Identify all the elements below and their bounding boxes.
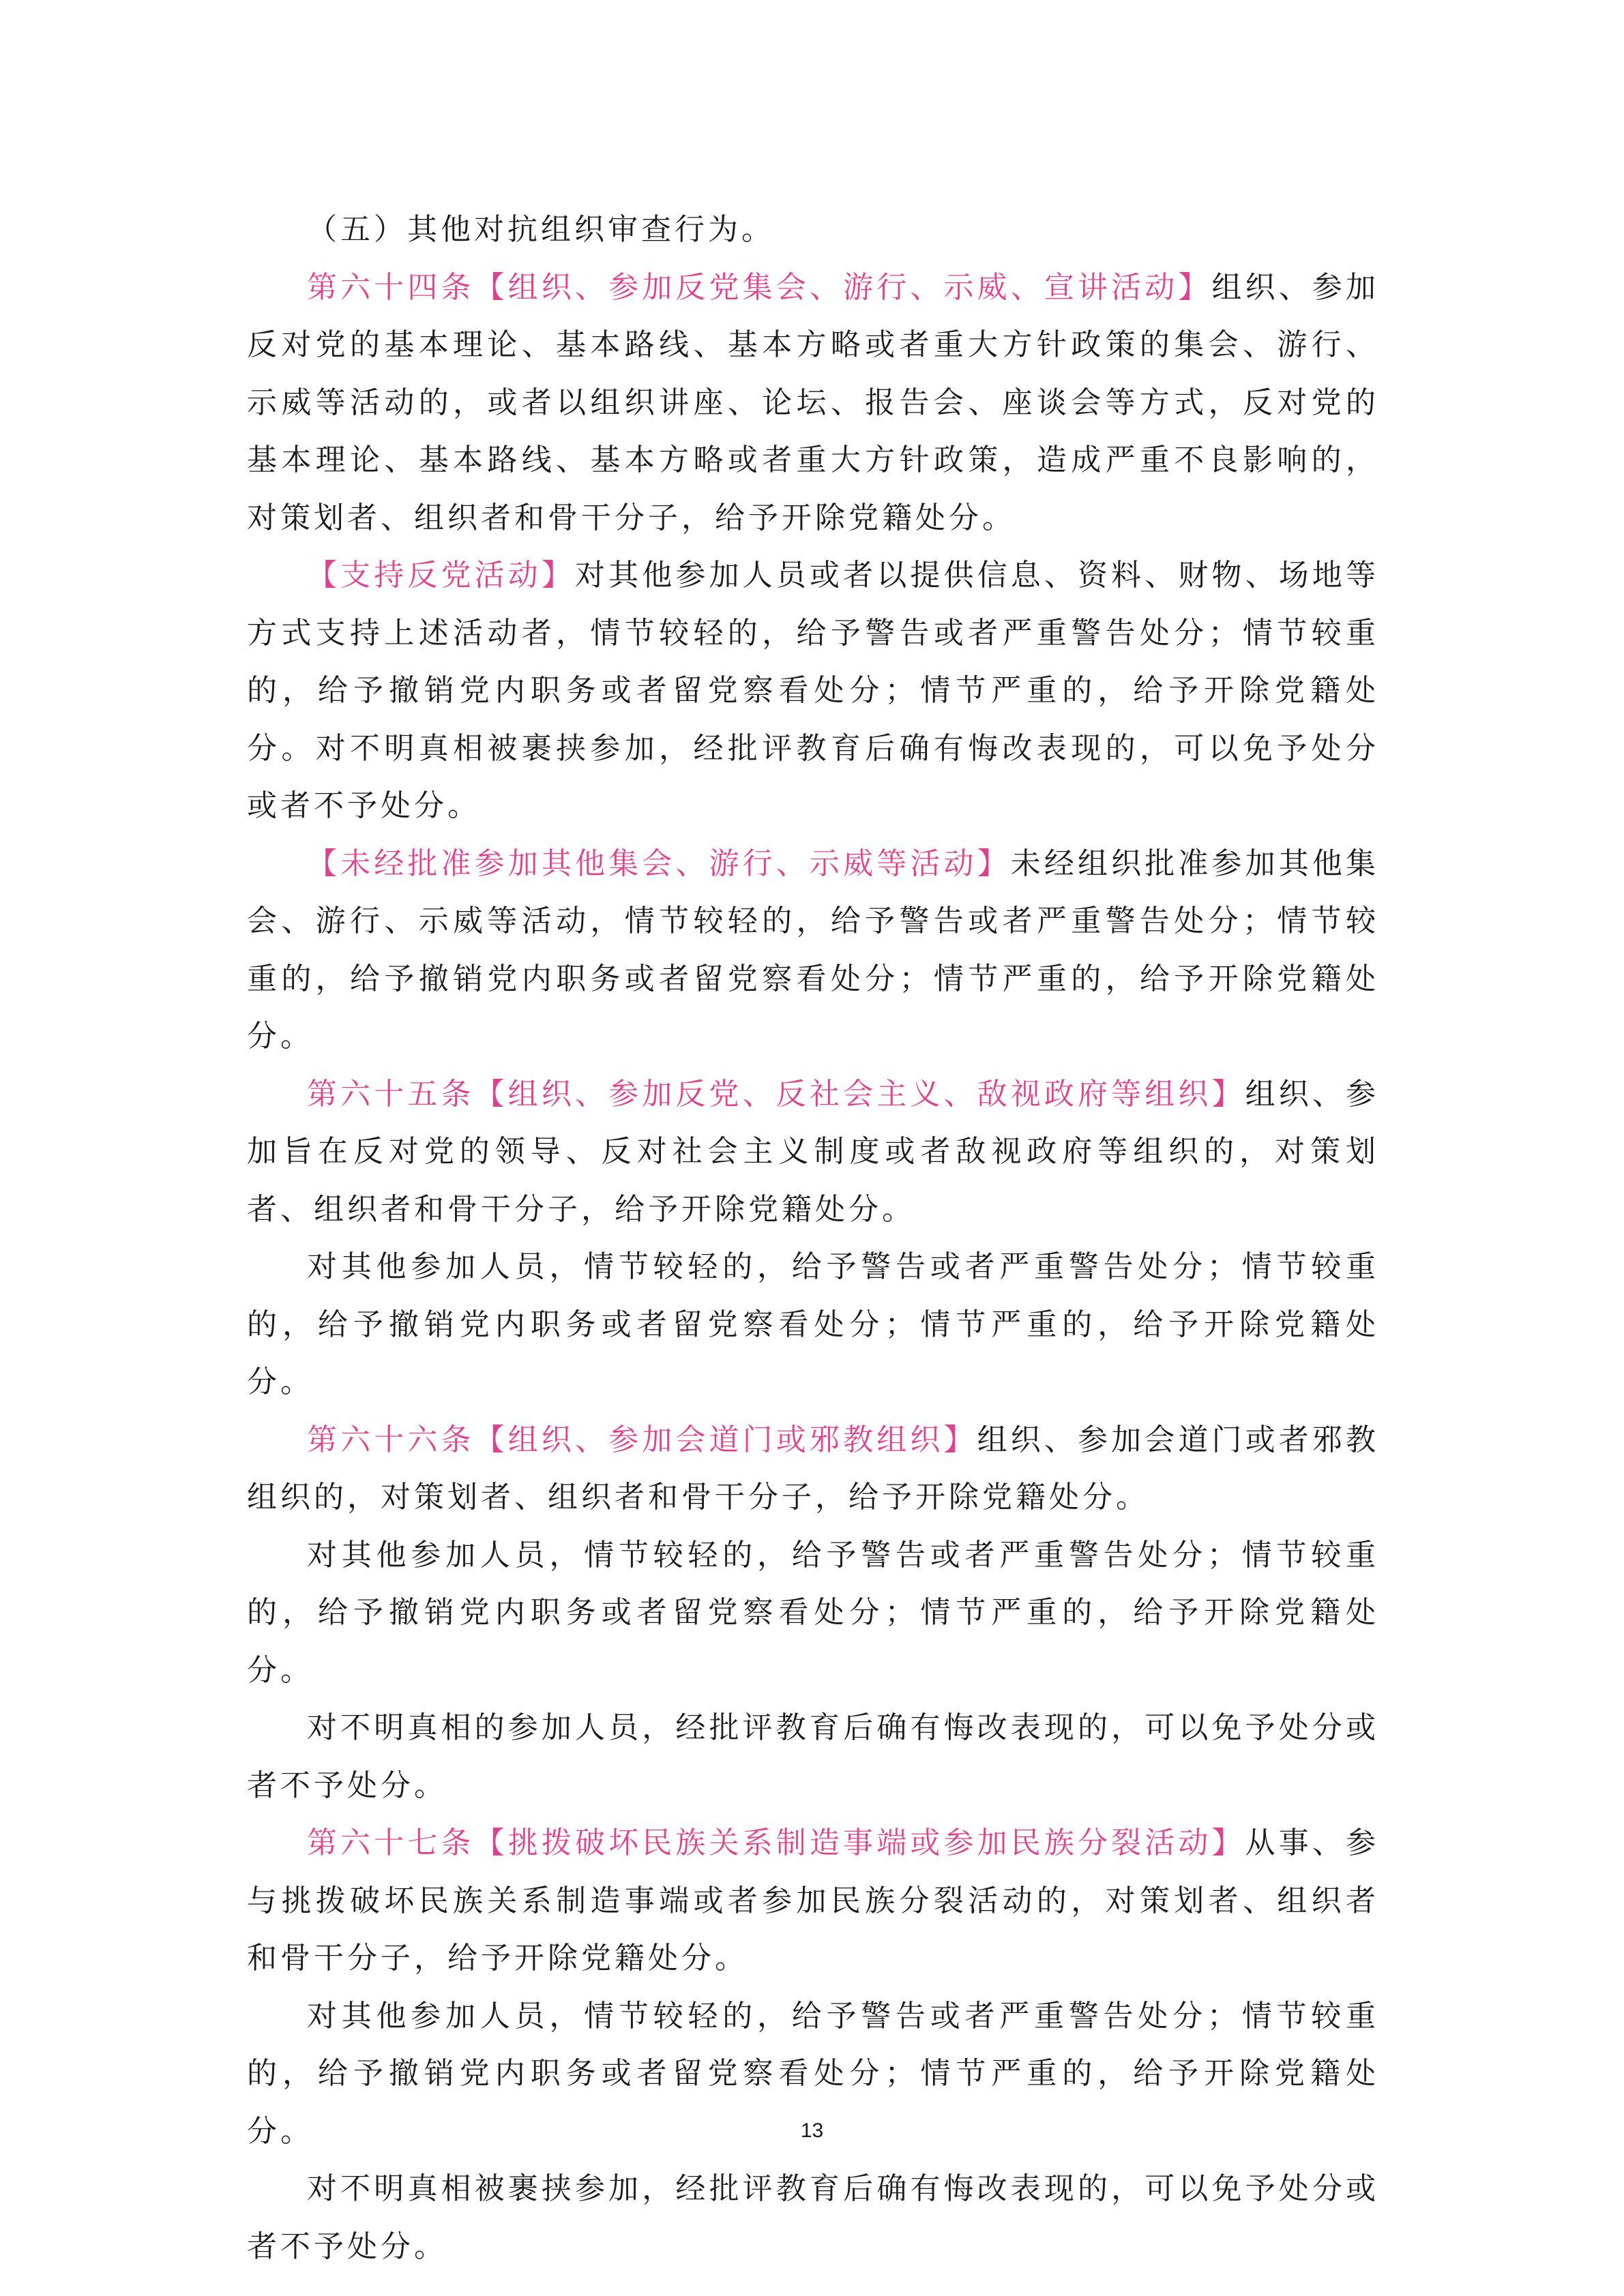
article-heading: 第六十七条【挑拨破坏民族关系制造事端或参加民族分裂活动】 — [307, 1825, 1245, 1860]
paragraph-text: 未经组织批准参加其他集会、游行、示威等活动，情节较轻的，给予警告或者严重警告处分；情节较重的，给予撤销党内职务或者留党察看处分；情节严重的，给予开除党籍处分。 — [247, 846, 1380, 1054]
paragraph-article-67-coerced — [247, 2160, 1379, 2276]
article-heading: 第六十四条【组织、参加反党集会、游行、示威、宣讲活动】 — [307, 269, 1212, 305]
paragraph-text: （五）其他对抗组织审查行为。 — [307, 212, 775, 247]
paragraph-text: 组织、参加会道门或者邪教组织的，对策划者、组织者和骨干分子，给予开除党籍处分。 — [247, 1422, 1380, 1515]
paragraph-text: 对其他参加人员，情节较轻的，给予警告或者严重警告处分；情节较重的，给予撤销党内职务或者留党察看处分；情节严重的，给予开除党籍处分。 — [247, 1998, 1379, 2149]
paragraph-other-resistance — [247, 201, 1379, 259]
paragraph-text: 组织、参加反对党的基本理论、基本路线、基本方略或者重大方针政策的集会、游行、示威等活动的，或者以组织讲座、论坛、报告会、座谈会等方式，反对党的基本理论、基本路线、基本方略或者重大方针政策，造成严重不良影响的，对策划者、组织者和骨干分子，给予开除党籍处分。 — [247, 269, 1380, 535]
paragraph-article-66-others — [247, 1527, 1379, 1700]
paragraph-text: 对不明真相被裹挟参加，经批评教育后确有悔改表现的，可以免予处分或者不予处分。 — [247, 2171, 1379, 2264]
paragraph-unapproved-assembly — [247, 835, 1379, 1066]
paragraph-article-66-uninformed — [247, 1699, 1379, 1815]
paragraph-text: 对其他参加人员，情节较轻的，给予警告或者严重警告处分；情节较重的，给予撤销党内职务或者留党察看处分；情节严重的，给予开除党籍处分。 — [247, 1249, 1379, 1399]
article-heading: 【支持反党活动】 — [307, 558, 576, 593]
article-heading: 第六十六条【组织、参加会道门或邪教组织】 — [307, 1422, 977, 1457]
paragraph-article-67 — [247, 1815, 1379, 1988]
document-body — [247, 201, 1379, 2276]
paragraph-article-66 — [247, 1412, 1379, 1527]
paragraph-article-65 — [247, 1066, 1379, 1239]
paragraph-article-64 — [247, 259, 1379, 548]
paragraph-text: 对其他参加人员或者以提供信息、资料、财物、场地等方式支持上述活动者，情节较轻的，给予警告或者严重警告处分；情节较重的，给予撤销党内职务或者留党察看处分；情节严重的，给予开除党籍处分。对不明真相被裹挟参加，经批评教育后确有悔改表现的，可以免予处分或者不予处分。 — [247, 558, 1380, 823]
paragraph-text: 从事、参与挑拨破坏民族关系制造事端或者参加民族分裂活动的，对策划者、组织者和骨干分子，给予开除党籍处分。 — [247, 1825, 1380, 1976]
paragraph-support-anti-party — [247, 547, 1379, 835]
paragraph-text: 对不明真相的参加人员，经批评教育后确有悔改表现的，可以免予处分或者不予处分。 — [247, 1710, 1379, 1803]
article-heading: 第六十五条【组织、参加反党、反社会主义、敌视政府等组织】 — [307, 1076, 1245, 1112]
page-number: 13 — [800, 2119, 824, 2142]
paragraph-text: 对其他参加人员，情节较轻的，给予警告或者严重警告处分；情节较重的，给予撤销党内职务或者留党察看处分；情节严重的，给予开除党籍处分。 — [247, 1537, 1379, 1688]
paragraph-text: 组织、参加旨在反对党的领导、反对社会主义制度或者敌视政府等组织的，对策划者、组织者和骨干分子，给予开除党籍处分。 — [247, 1076, 1380, 1227]
article-heading: 【未经批准参加其他集会、游行、示威等活动】 — [307, 846, 1011, 881]
paragraph-article-65-others — [247, 1238, 1379, 1412]
